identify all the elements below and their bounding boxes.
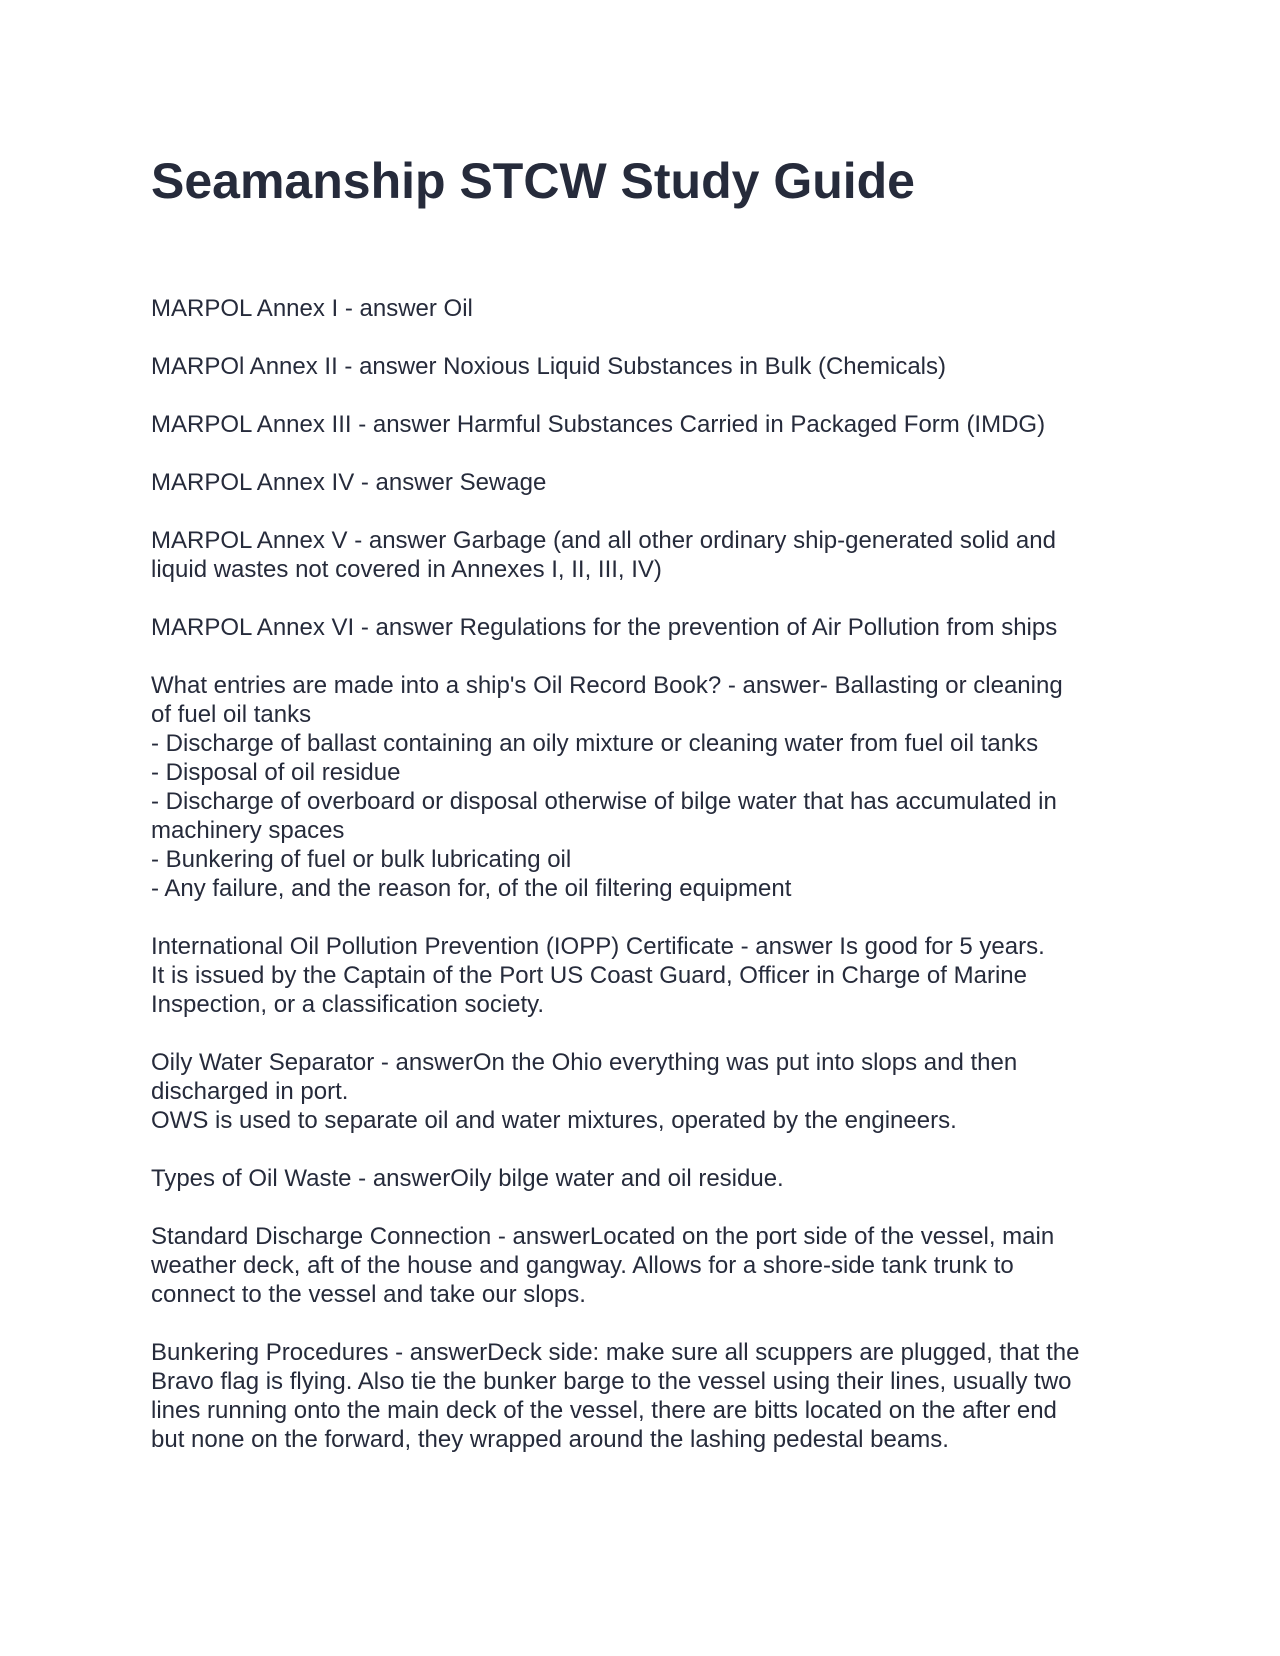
- entry-line: Bunkering Procedures - answerDeck side: make sure all scuppers are plugged, that the: [151, 1339, 1080, 1366]
- entry-line: connect to the vessel and take our slops.: [151, 1281, 586, 1308]
- entry-line: - Discharge of ballast containing an oily mixture or cleaning water from fuel oil tanks: [151, 730, 1039, 757]
- entry-line: - Disposal of oil residue: [151, 759, 401, 786]
- entry-line: discharged in port.: [151, 1078, 349, 1105]
- document-title: Seamanship STCW Study Guide: [151, 153, 915, 209]
- entry-line: but none on the forward, they wrapped around the lashing pedestal beams.: [151, 1426, 949, 1453]
- qa-entry: [151, 1164, 1141, 1193]
- entry-line: MARPOL Annex VI - answer Regulations for the prevention of Air Pollution from ships: [151, 614, 1058, 641]
- entry-line: MARPOL Annex I - answer Oil: [151, 295, 473, 322]
- qa-entry: [151, 932, 1141, 1019]
- entry-line: Bravo flag is flying. Also tie the bunker barge to the vessel using their lines, usually two: [151, 1368, 1072, 1395]
- entry-line: - Any failure, and the reason for, of the oil filtering equipment: [151, 875, 792, 902]
- qa-entry: [151, 671, 1141, 903]
- entry-line: lines running onto the main deck of the vessel, there are bitts located on the after end: [151, 1397, 1057, 1424]
- qa-entry: [151, 1222, 1141, 1309]
- qa-entry: [151, 1338, 1141, 1454]
- entry-line: weather deck, aft of the house and gangway. Allows for a shore-side tank trunk to: [151, 1252, 1014, 1279]
- entry-line: What entries are made into a ship's Oil Record Book? - answer- Ballasting or cleaning: [151, 672, 1063, 699]
- entry-line: MARPOL Annex III - answer Harmful Substances Carried in Packaged Form (IMDG): [151, 411, 1046, 438]
- entry-line: International Oil Pollution Prevention (IOPP) Certificate - answer Is good for 5 years.: [151, 933, 1045, 960]
- entry-line: Standard Discharge Connection - answerLocated on the port side of the vessel, main: [151, 1223, 1055, 1250]
- entry-line: MARPOL Annex IV - answer Sewage: [151, 469, 547, 496]
- entry-line: MARPOl Annex II - answer Noxious Liquid Substances in Bulk (Chemicals): [151, 353, 946, 380]
- entry-line: Inspection, or a classification society.: [151, 991, 545, 1018]
- entry-line: - Bunkering of fuel or bulk lubricating oil: [151, 846, 572, 873]
- entry-line: - Discharge of overboard or disposal otherwise of bilge water that has accumulated in: [151, 788, 1057, 815]
- entry-line: liquid wastes not covered in Annexes I, II, III, IV): [151, 556, 662, 583]
- qa-entry: [151, 352, 1141, 381]
- qa-entry: [151, 1048, 1141, 1135]
- entry-line: Oily Water Separator - answerOn the Ohio everything was put into slops and then: [151, 1049, 1018, 1076]
- qa-entry: [151, 410, 1141, 439]
- document-body: [151, 294, 1141, 1483]
- entry-line: It is issued by the Captain of the Port US Coast Guard, Officer in Charge of Marine: [151, 962, 1027, 989]
- qa-entry: [151, 526, 1141, 584]
- entry-line: MARPOL Annex V - answer Garbage (and all other ordinary ship-generated solid and: [151, 527, 1056, 554]
- entry-line: machinery spaces: [151, 817, 345, 844]
- qa-entry: [151, 294, 1141, 323]
- qa-entry: [151, 468, 1141, 497]
- qa-entry: [151, 613, 1141, 642]
- entry-line: of fuel oil tanks: [151, 701, 312, 728]
- entry-line: Types of Oil Waste - answerOily bilge water and oil residue.: [151, 1165, 784, 1192]
- entry-line: OWS is used to separate oil and water mixtures, operated by the engineers.: [151, 1107, 957, 1134]
